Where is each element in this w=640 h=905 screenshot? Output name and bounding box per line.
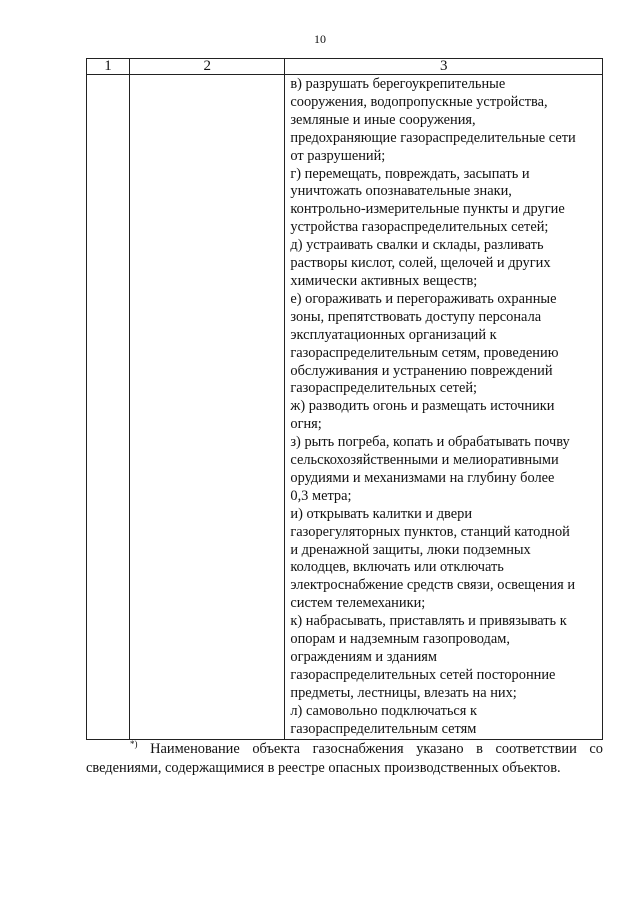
text-line: огня; [290,416,322,433]
text-line: электроснабжение средств связи, освещения и [290,577,576,594]
text-line: газораспределительным сетям [290,720,477,737]
text-line: предметы, лестницы, влезать на них; [290,684,517,701]
text-line: эксплуатационных организаций к [290,326,497,343]
text-line: контрольно-измерительные пункты и другие [290,201,565,218]
restrictions-text [285,75,602,739]
text-line: газораспределительных сетей; [290,380,478,397]
text-line: и) открывать калитки и двери [290,505,473,522]
footnote-text: Наименование объекта газоснабжения указано в соответствии со сведениями, содержащимися в реестре опасных производственных объектов. [86,741,603,776]
page-number: 10 [314,32,326,46]
table-header-row [87,59,603,75]
text-line: колодцев, включать или отключать [290,559,504,576]
column-header-2: 2 [130,59,285,75]
text-line: сооружения, водопропускные устройства, [290,93,548,110]
text-line: газорегуляторных пунктов, станций катодной [290,523,570,540]
footnote [86,740,603,778]
text-line: в) разрушать берегоукрепительные [290,76,506,92]
text-line: газораспределительным сетям, проведению [290,344,559,361]
text-line: л) самовольно подключаться к [290,702,478,719]
cell-column-3 [285,75,603,740]
text-line: от разрушений; [290,147,386,164]
text-line: химически активных веществ; [290,272,478,289]
text-line: сельскохозяйственными и мелиоративными [290,452,559,469]
text-line: е) огораживать и перегораживать охранные [290,290,557,307]
text-line: и дренажной защиты, люки подземных [290,541,531,558]
footnote-marker: *) [130,739,138,749]
column-header-3: 3 [285,59,603,75]
restrictions-table [86,58,603,740]
text-line: д) устраивать свалки и склады, разливать [290,237,544,254]
text-line: к) набрасывать, приставлять и привязывать к [290,613,567,630]
text-line: обслуживания и устранению повреждений [290,362,553,379]
text-line: ограждениям и зданиям [290,649,437,665]
text-line: предохраняющие газораспределительные сети [290,129,576,146]
cell-column-1 [87,75,130,740]
table-row [87,75,603,740]
text-line: зоны, препятствовать доступу персонала [290,308,542,325]
cell-column-2 [130,75,285,740]
text-line: орудиями и механизмами на глубину более [290,469,555,486]
text-line: 0,3 метра; [290,487,352,504]
text-line: ж) разводить огонь и размещать источники [290,398,555,415]
text-line: систем телемеханики; [290,595,426,612]
text-line: устройства газораспределительных сетей; [290,219,549,236]
text-line: уничтожать опознавательные знаки, [290,183,512,200]
text-line: опорам и надземным газопроводам, [290,631,510,648]
text-line: г) перемещать, повреждать, засыпать и [290,165,530,182]
text-line: земляные и иные сооружения, [290,111,476,128]
column-header-1: 1 [87,59,130,75]
text-line: растворы кислот, солей, щелочей и других [290,255,551,272]
text-line: газораспределительных сетей посторонние [290,666,556,683]
text-line: з) рыть погреба, копать и обрабатывать почву [290,434,570,451]
